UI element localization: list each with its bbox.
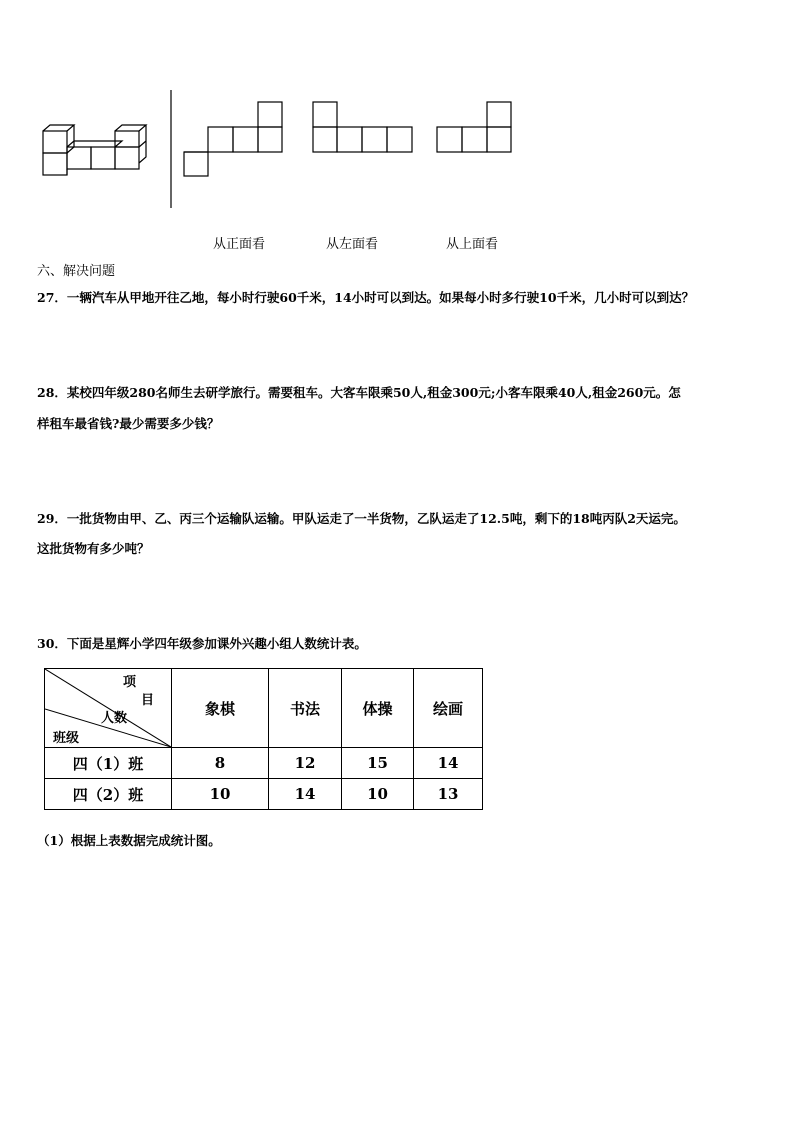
left-view-drawing [313,102,412,152]
column-header: 体操 [342,669,414,748]
table-cell: 15 [342,748,414,779]
table-cell: 10 [172,779,269,810]
front-view-label: 从正面看 [213,237,266,252]
question-30-part1: （1）根据上表数据完成统计图。 [37,833,221,848]
question-28-line2: 样租车最省钱?最少需要多少钱？ [37,416,220,431]
question-30: 30．下面是星辉小学四年级参加课外兴趣小组人数统计表。 [37,636,367,651]
question-29-line2: 这批货物有多少吨？ [37,541,150,556]
front-view-drawing [184,102,282,176]
table-cell: 13 [414,779,483,810]
question-27: 27．一辆汽车从甲地开往乙地，每小时行驶60千米，14小时可以到达。如果每小时多行驶10千米，几小时可以到达？ [37,290,695,305]
question-29-line1: 29．一批货物由甲、乙、丙三个运输队运输。甲队运走了一半货物，乙队运走了12.5吨，剩下的18吨丙队2天运完。 [37,511,686,526]
table-row [45,779,483,810]
row-label: 四（1）班 [45,748,172,779]
header-item-label: 项 [123,675,137,690]
column-header: 书法 [269,669,342,748]
table-cell: 14 [414,748,483,779]
header-item2-label: 目 [141,693,155,708]
table-cell: 14 [269,779,342,810]
table-cell: 10 [342,779,414,810]
interest-group-table [44,668,483,810]
left-view-label: 从左面看 [326,237,379,252]
column-header: 绘画 [414,669,483,748]
table-cell: 12 [269,748,342,779]
row-label: 四（2）班 [45,779,172,810]
section-title: 六、解决问题 [37,264,116,279]
table-cell: 8 [172,748,269,779]
cube-assembly [43,125,146,175]
table-row [45,748,483,779]
question-28-line1: 28．某校四年级280名师生去研学旅行。需要租车。大客车限乘50人,租金300元;小客车限乘40人,租金260元。怎 [37,385,681,400]
column-header: 象棋 [172,669,269,748]
table-header-row [45,669,483,748]
diagonal-header-cell [45,669,172,748]
header-class-label: 班级 [53,731,80,746]
header-count-label: 人数 [101,711,128,726]
top-view-label: 从上面看 [446,237,499,252]
cube-views-figure [0,0,794,230]
top-view-drawing [437,102,511,152]
